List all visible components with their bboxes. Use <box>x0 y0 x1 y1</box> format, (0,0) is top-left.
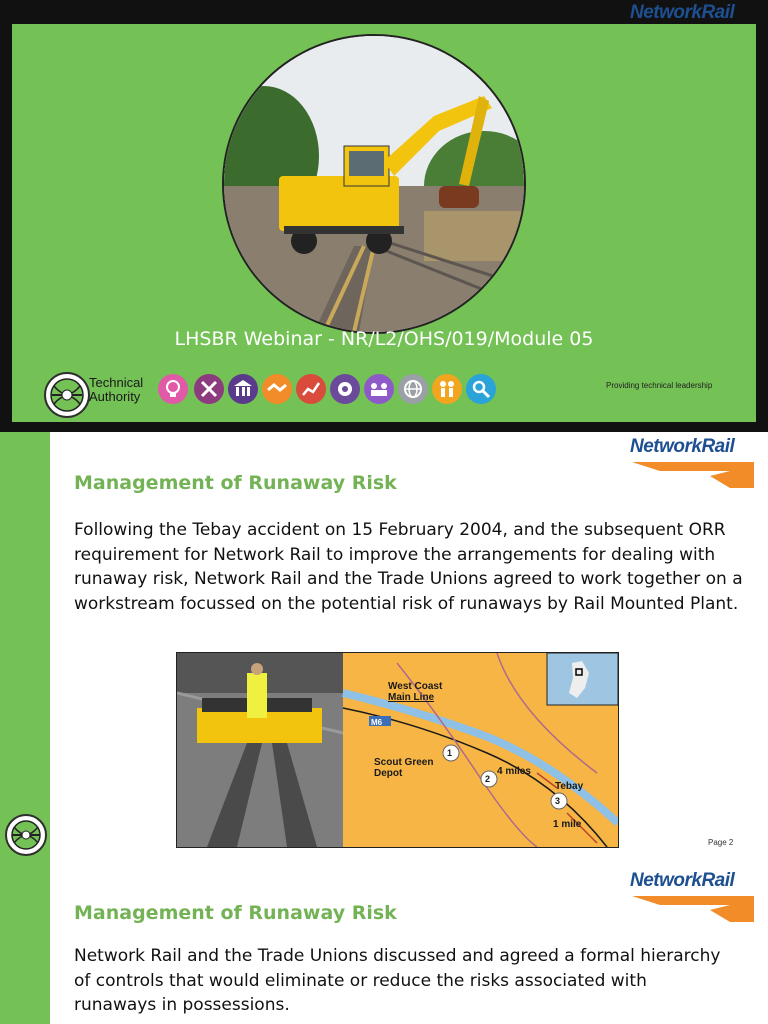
content-slide-3 <box>0 864 768 1024</box>
tebay-figure <box>176 652 619 848</box>
green-sidebar <box>0 432 50 864</box>
networkrail-logo: NetworkRail <box>630 2 758 58</box>
map-distance-1: 4 miles <box>497 766 531 777</box>
map-marker-2: 2 <box>485 774 491 784</box>
people-icon <box>364 374 394 404</box>
networkrail-logo: NetworkRail <box>630 436 758 492</box>
technical-authority-label: Technical Authority <box>89 375 144 404</box>
map-road-label: M6 <box>371 718 383 727</box>
handshake-icon <box>262 374 292 404</box>
tagline: Providing technical leadership <box>606 381 713 390</box>
lightbulb-icon <box>158 374 188 404</box>
magnifier-icon <box>466 374 496 404</box>
slide-heading: Management of Runaway Risk <box>74 472 397 494</box>
content-slide-2 <box>0 432 768 864</box>
chart-icon <box>296 374 326 404</box>
globe-icon <box>398 374 428 404</box>
tools-icon <box>194 374 224 404</box>
page-number: Page 2 <box>708 838 734 847</box>
technical-authority-badge-icon <box>5 814 47 856</box>
lion-icon <box>330 374 360 404</box>
slide-title: LHSBR Webinar - NR/L2/OHS/019/Module 05 <box>174 328 594 350</box>
slide-heading: Management of Runaway Risk <box>74 902 397 924</box>
excavator-photo <box>222 34 526 334</box>
logo-chevron-icon <box>630 460 758 490</box>
map-marker-1: 1 <box>447 748 453 758</box>
map-line-label: West Coast Main Line <box>388 681 443 703</box>
slide-body: Following the Tebay accident on 15 February 2004, and the subsequent ORR requirement for Network Rail to improve the arrangements for dealing with runaway risk, Network Rail and the Trade Unions agreed to work together on a workstream focussed on the potential risk of runaways by Rail Mounted Plant. <box>74 520 743 614</box>
building-icon <box>228 374 258 404</box>
map-depot-label: Scout Green Depot <box>374 757 434 779</box>
map-marker-3: 3 <box>555 796 561 806</box>
map-town-label: Tebay <box>555 781 584 792</box>
slide-body: Network Rail and the Trade Unions discussed and agreed a formal hierarchy of controls that would eliminate or reduce the risks associated with runaways in possessions. <box>74 946 721 1015</box>
title-slide <box>0 0 768 432</box>
figures-icon <box>432 374 462 404</box>
green-sidebar <box>0 864 50 1024</box>
logo-chevron-icon <box>630 894 758 924</box>
map-distance-2: 1 mile <box>553 819 582 830</box>
networkrail-logo: NetworkRail <box>630 870 758 926</box>
technical-authority-badge-icon <box>44 372 90 418</box>
